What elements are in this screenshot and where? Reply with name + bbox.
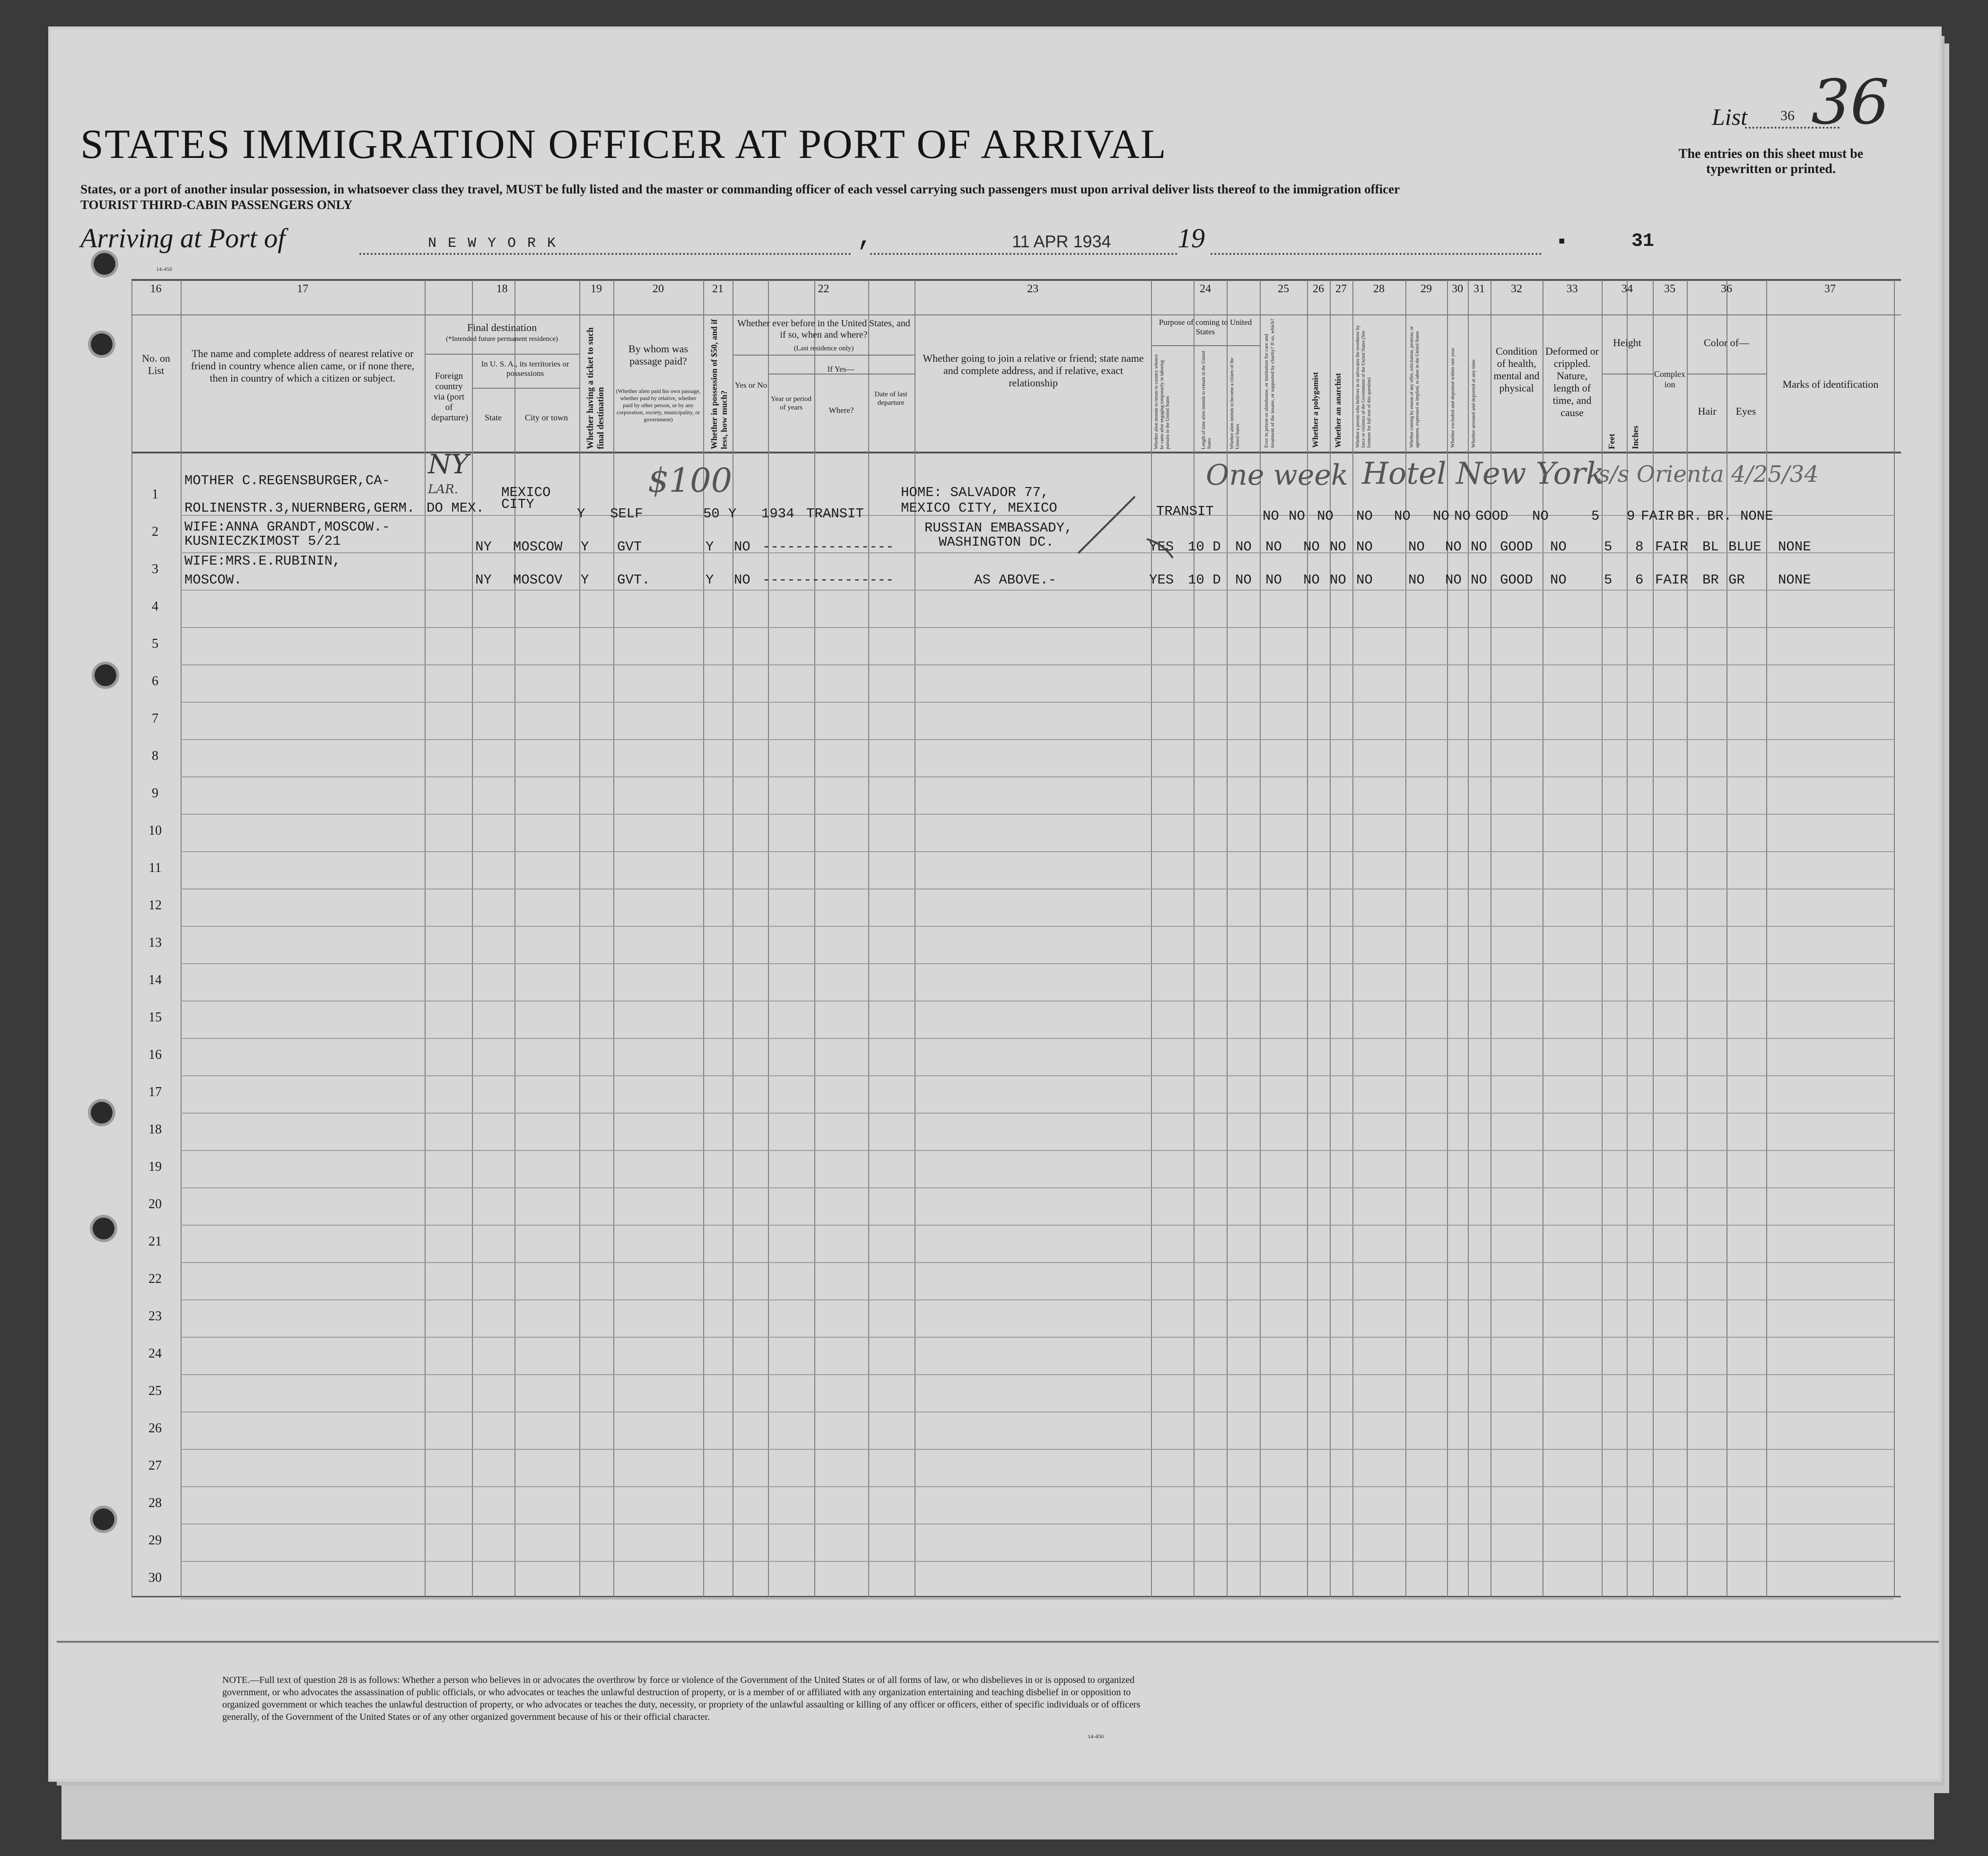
r2-eyes: BLUE: [1728, 539, 1761, 555]
sub-header-rule: [732, 355, 915, 356]
row-rule: [181, 1524, 1894, 1525]
r2-paid: GVT: [617, 539, 642, 555]
header-before-in-us-note: (Last residence only): [793, 345, 854, 352]
r1-paid: SELF: [610, 506, 643, 522]
row-number: 20: [148, 1197, 162, 1211]
col-num-29: 29: [1421, 283, 1432, 295]
r3-city: MOSCOV: [513, 572, 563, 588]
r2-purpose: YES: [1149, 539, 1174, 555]
header-purpose-citizen: Whether alien intends to become a citizen of the United States: [1229, 357, 1240, 449]
r1-where: TRANSIT: [806, 506, 864, 522]
row-number: 5: [152, 636, 158, 651]
r2-money: Y: [706, 539, 714, 555]
header-marks: Marks of identification: [1782, 378, 1879, 390]
r2-state: NY: [475, 539, 492, 555]
column-rule: [613, 280, 614, 1597]
r3-anarchist: NO: [1330, 572, 1346, 588]
row-number: 17: [148, 1085, 162, 1099]
year-prefix: 19: [1177, 223, 1205, 253]
port-value: N E W Y O R K: [428, 235, 558, 252]
col-num-32: 32: [1511, 283, 1522, 295]
header-purpose: Purpose of coming to United States: [1159, 318, 1252, 336]
r1-offer: NO: [1394, 508, 1411, 524]
r3-offer: NO: [1408, 572, 1425, 588]
comma-mark: ,: [857, 222, 873, 253]
row-rule: [181, 590, 1894, 591]
r2-overthrow: NO: [1356, 539, 1373, 555]
column-rule: [732, 280, 733, 1597]
col-num-28: 28: [1373, 283, 1385, 295]
col-num-19: 19: [591, 283, 602, 295]
header-final-destination: Final destination: [467, 322, 537, 333]
r3-before: NO: [734, 572, 750, 588]
column-number-rule: [131, 314, 1901, 315]
header-anarchist: Whether an anarchist: [1334, 373, 1343, 448]
binder-hole: [93, 1508, 114, 1530]
header-date-last-departure: Date of last departure: [874, 391, 907, 407]
r2-ticket: Y: [581, 539, 589, 555]
r3-hair: BR: [1702, 572, 1719, 588]
row-rule: [181, 1561, 1894, 1562]
r1-arrested: NO: [1454, 508, 1471, 524]
r3-complexion: FAIR: [1655, 572, 1688, 588]
r2-prison: NO: [1265, 539, 1282, 555]
col-num-35: 35: [1664, 283, 1675, 295]
list-number-dotted-line: [1745, 127, 1840, 129]
r1-marks: NONE: [1740, 508, 1773, 524]
page-mark-symbol: ▪: [1556, 231, 1568, 253]
row-number: 26: [148, 1421, 162, 1436]
header-prison: Ever in prison or almshouse, or institution for care and treatment of the insane, or supported by charity? If so, which?: [1264, 318, 1275, 448]
header-year-period: Year or period of years: [771, 395, 811, 411]
col-num-21: 21: [712, 283, 724, 295]
row-rule: [181, 814, 1894, 815]
header-hair: Hair: [1698, 405, 1717, 417]
date-dotted-line: [870, 253, 1177, 255]
row-number: 30: [148, 1570, 162, 1585]
header-if-yes: If Yes—: [827, 365, 854, 374]
row-rule: [181, 1374, 1894, 1375]
header-offer: Whether coming by reason of any offer, solicitation, promise, or agreement, expressed or implied, to labor in the United States: [1409, 326, 1420, 448]
r3-money: Y: [706, 572, 714, 588]
row-rule: [181, 926, 1894, 927]
form-code: 14-450: [156, 266, 172, 272]
r2-complexion: FAIR: [1655, 539, 1688, 555]
row-rule: [181, 1449, 1894, 1450]
r2-arrested: NO: [1471, 539, 1487, 555]
r2-health: GOOD: [1500, 539, 1533, 555]
r2-relative-line1: WIFE:ANNA GRANDT,MOSCOW.-: [184, 519, 391, 535]
footnote-form-code: 14-450: [1088, 1733, 1104, 1740]
r2-anarchist: NO: [1330, 539, 1346, 555]
row-number: 10: [148, 823, 162, 838]
r1-hand-right: s/s Orienta 4/25/34: [1598, 461, 1819, 488]
row-rule: [181, 1299, 1894, 1300]
r2-dashes: ----------------: [762, 539, 894, 555]
r1-city-line2: CITY: [501, 497, 534, 512]
r3-paid: GVT.: [617, 572, 650, 588]
row-number: 6: [152, 674, 158, 688]
row-number: 15: [148, 1010, 162, 1025]
r3-dashes: ----------------: [762, 572, 894, 588]
header-yes-or-no: Yes or No: [734, 381, 767, 390]
column-rule: [1151, 280, 1152, 1597]
col-num-30: 30: [1452, 283, 1463, 295]
r1-city-line1: MEXICO: [501, 485, 551, 500]
r3-state: NY: [475, 572, 492, 588]
header-passage-paid-note: (Whether alien paid his own passage, whether paid by relative, whether paid by other person, or by any corporation, society, municipality, or government): [616, 388, 701, 423]
row-number: 27: [148, 1458, 162, 1473]
row-number: 1: [152, 487, 158, 502]
row-number: 16: [148, 1047, 162, 1062]
row-number: 9: [152, 786, 158, 801]
r1-prison: NO: [1263, 508, 1279, 524]
row-rule: [181, 664, 1894, 665]
list-label: List: [1712, 104, 1748, 130]
r1-hair: BR.: [1677, 508, 1702, 524]
page-title: STATES IMMIGRATION OFFICER AT PORT OF ARRIVAL: [80, 122, 1167, 167]
row-number: 7: [152, 711, 158, 726]
column-rule: [472, 280, 473, 1597]
col-num-22: 22: [818, 283, 829, 295]
row-rule: [181, 1001, 1894, 1002]
header-overthrow: Whether a person who believes in or advocates the overthrow by force or violence of the Government of the United States (See footnote for full text of this question): [1355, 325, 1372, 448]
r3-purpose: YES: [1149, 572, 1174, 588]
column-rule: [868, 280, 869, 1597]
r3-overthrow: NO: [1356, 572, 1373, 588]
header-eyes: Eyes: [1735, 405, 1756, 417]
r3-join-line1: AS ABOVE.-: [974, 572, 1057, 588]
header-join-relative: Whether going to join a relative or friend; state name and complete address, and if relative, exact relationship: [923, 352, 1144, 389]
header-inches: Inches: [1631, 425, 1640, 449]
row-rule: [181, 1225, 1894, 1226]
binder-hole: [91, 1102, 113, 1124]
r2-excluded: NO: [1445, 539, 1462, 555]
r3-eyes: GR: [1728, 572, 1745, 588]
sub-header-rule: [472, 388, 579, 389]
r1-eyes: BR.: [1707, 508, 1732, 524]
entries-note: The entries on this sheet must be typewritten or printed.: [1678, 147, 1864, 176]
row-rule: [181, 1075, 1894, 1076]
list-number-typed: 36: [1780, 108, 1795, 123]
r1-before: Y: [728, 506, 737, 522]
r1-hand-hotel: Hotel New York: [1362, 456, 1604, 491]
r2-citizen: NO: [1235, 539, 1252, 555]
col-num-16: 16: [150, 283, 162, 295]
table-bottom-border: [131, 1596, 1901, 1597]
r3-length: 10 D: [1188, 572, 1221, 588]
row-rule: [181, 776, 1894, 777]
header-feet: Feet: [1607, 434, 1616, 449]
header-excluded: Whether excluded and deported within one year: [1450, 348, 1456, 448]
list-number-handwritten: 36: [1811, 66, 1890, 138]
column-rule: [814, 280, 815, 1597]
column-rule: [1352, 280, 1353, 1597]
row-number: 28: [148, 1496, 162, 1510]
r2-length: 10 D: [1188, 539, 1221, 555]
header-city-or-town: City or town: [524, 413, 568, 422]
header-final-destination-note: (*Intended future permanent residence): [446, 335, 558, 343]
header-state: State: [485, 413, 502, 422]
sub-header-rule: [1151, 345, 1260, 346]
hand-check-mark: [1073, 492, 1140, 558]
col-num-27: 27: [1335, 283, 1347, 295]
sub-header-rule: [425, 354, 579, 355]
col-num-33: 33: [1566, 283, 1578, 295]
header-before-in-us: Whether ever before in the United States, and if so, when and where?: [737, 318, 910, 340]
col-num-34: 34: [1622, 283, 1633, 295]
r1-hand-amount: $100: [648, 461, 732, 500]
r1-money: 50: [703, 506, 720, 522]
row-rule: [181, 1598, 1894, 1599]
r3-prison: NO: [1265, 572, 1282, 588]
header-in-usa: In U. S. A., its territories or possessions: [481, 359, 569, 378]
row-number: 13: [148, 935, 162, 950]
r1-relative-line2: ROLINENSTR.3,NUERNBERG,GERM.: [184, 500, 415, 516]
row-number: 21: [148, 1234, 162, 1249]
r1-anarchist: NO: [1317, 508, 1334, 524]
r3-marks: NONE: [1778, 572, 1811, 588]
column-rule: [768, 280, 769, 1597]
row-rule: [181, 1150, 1894, 1151]
r1-health: GOOD: [1475, 508, 1508, 524]
header-color-of: Color of—: [1704, 337, 1749, 349]
underlying-sheets: [61, 1778, 1934, 1839]
r2-city: MOSCOW: [513, 539, 563, 555]
header-where: Where?: [828, 406, 854, 415]
col-num-37: 37: [1824, 283, 1836, 295]
header-complexion: Complexion: [1654, 369, 1685, 389]
header-purpose-length: Length of time alien intends to remain in the United States: [1201, 350, 1212, 449]
column-rule: [1894, 280, 1895, 1597]
r1-ticket: Y: [577, 506, 585, 522]
row-number: 14: [148, 973, 162, 987]
r1-complexion: FAIR: [1641, 508, 1674, 524]
binder-hole: [94, 253, 115, 275]
r2-hair: BL: [1702, 539, 1719, 555]
r1-foreign-via: DO MEX.: [427, 500, 484, 516]
class-line: TOURIST THIRD-CABIN PASSENGERS ONLY: [80, 198, 353, 212]
r2-join-line2: WASHINGTON DC.: [939, 534, 1054, 550]
header-foreign-country: Foreign country via (port of departure): [431, 371, 469, 423]
col-num-20: 20: [653, 283, 664, 295]
r1-deformed: NO: [1532, 508, 1549, 524]
column-rule: [915, 280, 916, 1597]
header-no-on-list: No. on List: [142, 352, 170, 376]
footer-rule: [57, 1641, 1939, 1643]
r2-deformed: NO: [1550, 539, 1567, 555]
row-number: 4: [152, 599, 158, 614]
r1-join-line1: HOME: SALVADOR 77,: [901, 485, 1049, 500]
header-health: Condition of health, mental and physical: [1493, 345, 1540, 394]
row-rule: [181, 963, 1894, 964]
col-num-25: 25: [1278, 283, 1289, 295]
col-num-36: 36: [1721, 283, 1732, 295]
header-ticket: Whether having a ticket to such final destination: [585, 327, 606, 449]
r2-feet: 5: [1604, 539, 1613, 555]
binder-hole: [95, 664, 116, 686]
sub-header-rule: [1602, 374, 1653, 375]
row-number: 24: [148, 1346, 162, 1361]
column-rule: [579, 280, 580, 1597]
binder-hole: [91, 333, 113, 355]
port-dotted-line: [359, 253, 851, 255]
page-mark: 31: [1631, 231, 1655, 252]
header-relative-address: The name and complete address of nearest relative or friend in country whence alien came, or if none there, then in country of which a citizen or subject.: [191, 348, 415, 384]
row-rule: [181, 851, 1894, 852]
r1-year: 1934: [761, 506, 794, 522]
column-rule: [514, 280, 515, 1597]
r3-feet: 5: [1604, 572, 1613, 588]
row-number: 3: [152, 562, 158, 576]
header-bottom-border: [131, 452, 1901, 453]
r1-overthrow: NO: [1356, 508, 1373, 524]
row-rule: [181, 1337, 1894, 1338]
r2-polygamist: NO: [1303, 539, 1320, 555]
row-rule: [181, 627, 1894, 628]
binder-hole: [93, 1218, 114, 1239]
r2-inches: 8: [1635, 539, 1644, 555]
column-rule: [181, 280, 182, 1597]
col-num-24: 24: [1200, 283, 1211, 295]
row-rule: [181, 739, 1894, 740]
r1-hand-lar: LAR.: [428, 482, 458, 497]
header-purpose-return: Whether alien intends to return to country whence he came after engaging temporarily in laboring pursuits in the United States: [1154, 354, 1170, 449]
col-num-26: 26: [1313, 283, 1324, 295]
header-polygamist: Whether a polygamist: [1311, 372, 1320, 448]
r3-citizen: NO: [1235, 572, 1252, 588]
row-number: 23: [148, 1309, 162, 1324]
r2-offer: NO: [1408, 539, 1425, 555]
r1-hand-length: One week: [1206, 459, 1349, 492]
r1-relative-line1: MOTHER C.REGENSBURGER,CA-: [184, 473, 391, 488]
header-passage-paid: By whom was passage paid?: [628, 343, 688, 367]
row-rule: [181, 1486, 1894, 1487]
r3-relative-line1: WIFE:MRS.E.RUBININ,: [184, 553, 341, 569]
r1-join-line2: MEXICO CITY, MEXICO: [901, 500, 1057, 516]
r3-deformed: NO: [1550, 572, 1567, 588]
col-num-17: 17: [297, 283, 308, 295]
r2-relative-line2: KUSNIECZKIMOST 5/21: [184, 533, 341, 549]
r3-polygamist: NO: [1303, 572, 1320, 588]
r1-purpose: TRANSIT: [1156, 504, 1214, 519]
r1-feet: 5: [1591, 508, 1600, 524]
row-number: 11: [148, 861, 162, 875]
header-possession-50: Whether in possession of $50, and if less, how much?: [709, 319, 729, 449]
r2-marks: NONE: [1778, 539, 1811, 555]
r2-join-line1: RUSSIAN EMBASSADY,: [924, 520, 1073, 536]
r2-before: NO: [734, 539, 750, 555]
col-num-18: 18: [496, 283, 508, 295]
row-number: 12: [148, 898, 162, 913]
row-number: 19: [148, 1159, 162, 1174]
row-number: 18: [148, 1122, 162, 1137]
date-stamp: 11 APR 1934: [1012, 232, 1111, 251]
header-arrested: Whether arrested and deported at any time: [1471, 359, 1476, 448]
r3-inches: 6: [1635, 572, 1644, 588]
col-num-31: 31: [1474, 283, 1485, 295]
r3-excluded: NO: [1445, 572, 1462, 588]
r1-inches: 9: [1627, 508, 1635, 524]
row-rule: [181, 1187, 1894, 1188]
header-deformed: Deformed or crippled. Nature, length of time, and cause: [1545, 345, 1599, 418]
r1-hand-ny: NY: [428, 449, 469, 480]
row-number: 2: [152, 524, 158, 539]
r1-polygamist: NO: [1289, 508, 1305, 524]
sub-header-rule: [1687, 374, 1766, 375]
row-rule: [181, 1262, 1894, 1263]
header-height: Height: [1613, 337, 1641, 349]
row-rule: [181, 702, 1894, 703]
page-subtitle: States, or a port of another insular possession, in whatsoever class they travel, MUST be fully listed and the master or commanding officer of each vessel carrying such passengers must upon arrival deliver lists thereof to the immigration officer: [80, 182, 1400, 196]
r3-relative-line2: MOSCOW.: [184, 572, 242, 588]
col-num-23: 23: [1027, 283, 1038, 295]
r1-excluded: NO: [1433, 508, 1449, 524]
row-rule: [181, 1038, 1894, 1039]
row-number: 29: [148, 1533, 162, 1548]
hand-check-mark: [1144, 534, 1192, 563]
row-number: 8: [152, 749, 158, 763]
row-rule: [181, 1113, 1894, 1114]
year-dotted-line: [1211, 253, 1542, 255]
r3-ticket: Y: [581, 572, 589, 588]
footnote-question-28: NOTE.—Full text of question 28 is as follows: Whether a person who believes in or advocates the overthrow by force or violence of the Government of the United States or of all forms of law, or who disbelieves in or is opposed to organized government, or who advocates the assassination of public officials, or who advocates or teaches the unlawful destruction of property, or is a member of or affiliated with any organization entertaining and teaching disbelief in or opposition to organized government or which teaches the unlawful destruction of property, or who advocates or teaches the duty, necessity, or propriety of the unlawful assaulting or killing of any officer or officers, either of specific individuals or of officers generally, of the Government of the United States or of any other organized government because of his or their official character.: [222, 1675, 1141, 1722]
arriving-at-port-label: Arriving at Port of: [80, 223, 286, 253]
r3-health: GOOD: [1500, 572, 1533, 588]
column-rule: [1194, 280, 1195, 1597]
r3-arrested: NO: [1471, 572, 1487, 588]
row-number: 22: [148, 1272, 162, 1286]
row-number: 25: [148, 1384, 162, 1398]
column-rule: [425, 280, 426, 1597]
table-top-border: [131, 279, 1901, 281]
